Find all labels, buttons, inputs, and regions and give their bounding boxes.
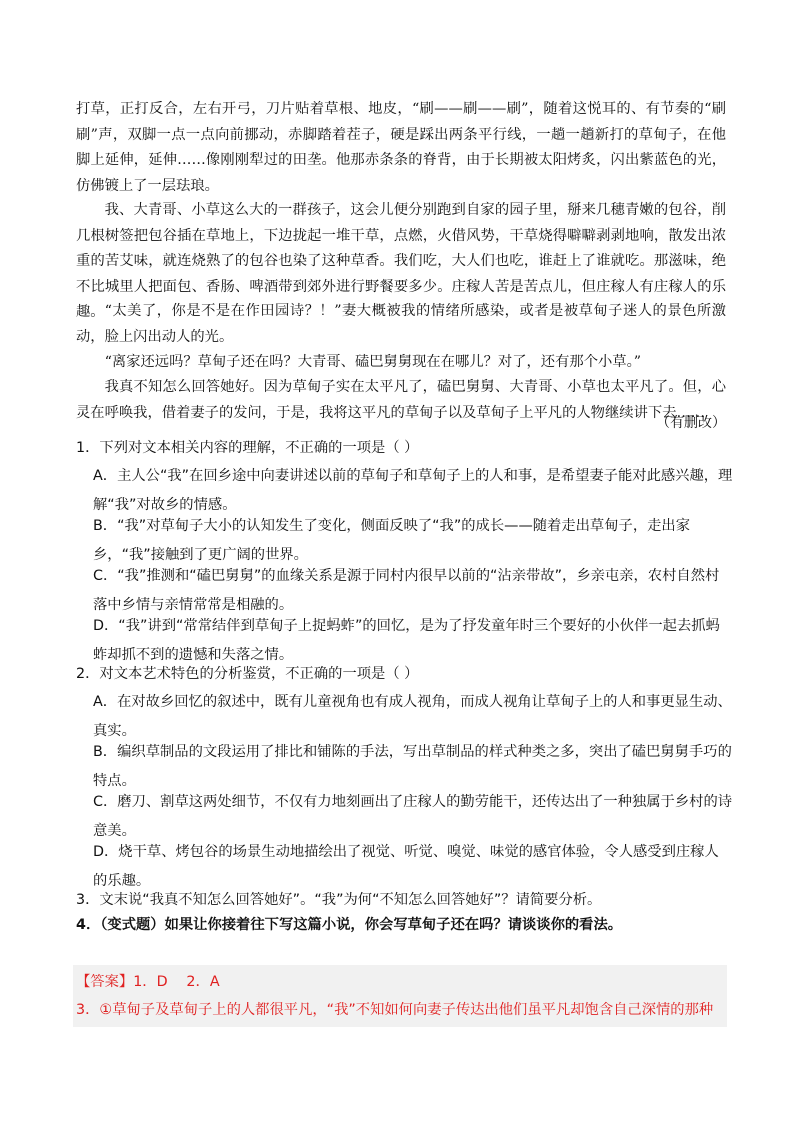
answer-line-1 [76,971,220,991]
passage-paragraph-1: 打草，正打反合，左右开弓，刀片贴着草根、地皮，“刷——刷——刷”，随着这悦耳的、有节奏的“刷刷”声，双脚一点一点向前挪动，赤脚踏着茬子，硬是踩出两条平行线，一趟一趟新打的草甸子，在他脚上延伸，延伸……像刚刚犁过的田垄。他那赤条条的脊背，由于长期被太阳烤炙，闪出紫蓝色的光，仿佛镀上了一层珐琅。 [76,101,726,194]
answer-choices: 1．D 2．A [133,974,220,990]
question-2-option-b: B．编织草制品的文段运用了排比和铺陈的手法，写出草制品的样式种类之多，突出了磕巴舅舅手巧的特点。 [93,744,732,789]
question-4: 4．（变式题）如果让你接着往下写这篇小说，你会写草甸子还在吗？请谈谈你的看法。 [76,917,623,933]
question-1-stem: 1．下列对文本相关内容的理解，不正确的一项是（ ） [76,440,419,456]
source-note: （有删改） [656,415,726,431]
question-2-option-d: D．烧干草、烤包谷的场景生动地描绘出了视觉、听觉、嗅觉、味觉的感官体验，令人感受到庄稼人的乐趣。 [93,844,719,889]
question-1-option-c: C．“我”推测和“磕巴舅舅”的血缘关系是源于同村内很早以前的“沾亲带故”，乡亲屯亲，农村自然村落中乡情与亲情常常是相融的。 [93,568,720,613]
question-1-option-b: B．“我”对草甸子大小的认知发生了变化，侧面反映了“我”的成长——随着走出草甸子，走出家乡，“我”接触到了更广阔的世界。 [93,518,691,563]
answer-label: 【答案】 [76,974,134,990]
answer-line-2: 3．①草甸子及草甸子上的人都很平凡，“我”不知如何向妻子传达出他们虽平凡却饱含自己深情的那种 [76,1002,714,1018]
question-2-stem: 2．对文本艺术特色的分析鉴赏，不正确的一项是（ ） [76,666,419,682]
question-1-option-d: D．“我”讲到“常常结伴到草甸子上捉蚂蚱”的回忆，是为了抒发童年时三个要好的小伙伴一起去抓蚂蚱却抓不到的遗憾和失落之情。 [93,618,720,663]
passage-paragraph-3: “太美了，你是不是在作田园诗？！”妻大概被我的情绪所感染，或者是被草甸子迷人的景色所激动，脸上闪出动人的光。 [76,303,726,345]
passage-paragraph-5: 我真不知怎么回答她好。因为草甸子实在太平凡了，磕巴舅舅、大青哥、小草也太平凡了。但，心灵在呼唤我，借着妻子的发问，于是，我将这平凡的草甸子以及草甸子上平凡的人物继续讲下去…… [76,379,726,421]
passage-paragraph-2: 我、大青哥、小草这么大的一群孩子，这会儿便分别跑到自家的园子里，掰来几穗青嫩的包谷，削几根树签把包谷插在草地上，下边拢起一堆干草，点燃，火借风势，干草烧得噼噼剥剥地响，散发出浓重的苦艾味，就连烧熟了的包谷也染了这种草香。我们吃，大人们也吃，谁赶上了谁就吃。那滋味，绝不比城里人把面包、香肠、啤酒带到郊外进行野餐要多少。庄稼人苦是苦点儿，但庄稼人有庄稼人的乐趣。 [76,202,726,320]
question-2-option-a: A．在对故乡回忆的叙述中，既有儿童视角也有成人视角，而成人视角让草甸子上的人和事更显生动、真实。 [93,694,732,739]
question-2-option-c: C．磨刀、割草这两处细节，不仅有力地刻画出了庄稼人的勤劳能干，还传达出了一种独属于乡村的诗意美。 [93,794,733,839]
question-1-option-a: A．主人公“我”在回乡途中向妻讲述以前的草甸子和草甸子上的人和事，是希望妻子能对此感兴趣，理解“我”对故乡的情感。 [93,468,733,513]
passage-paragraph-4: “离家还远吗？草甸子还在吗？大青哥、磕巴舅舅现在在哪儿？对了，还有那个小草。” [104,354,642,370]
question-3: 3．文末说“我真不知怎么回答她好”。“我”为何“不知怎么回答她好”？请简要分析。 [76,892,602,908]
